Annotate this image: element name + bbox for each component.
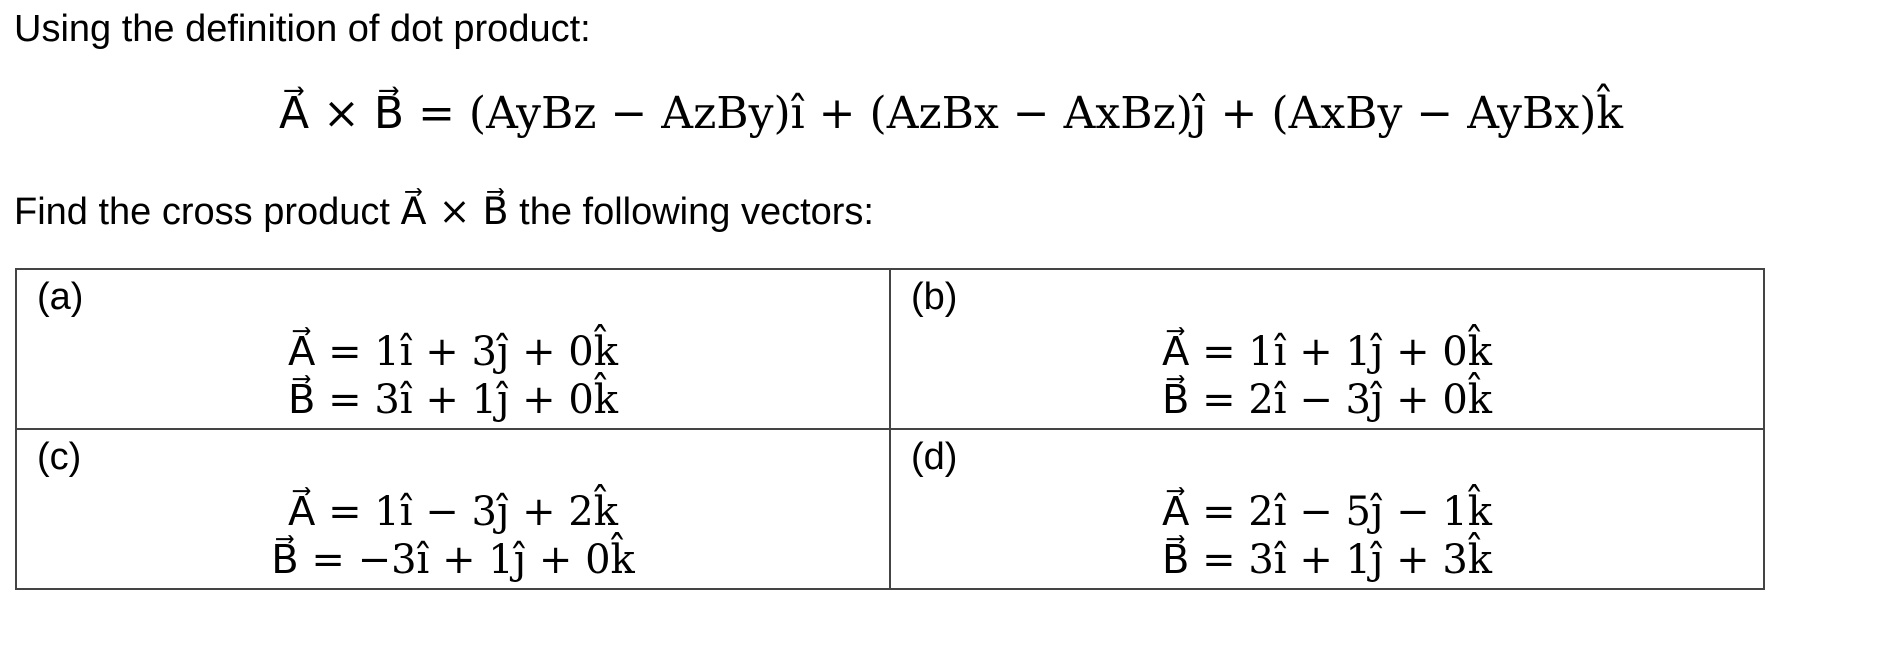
formula-term-j: (AzBx − AxBz)ĵ: [869, 88, 1207, 139]
formula-term-k: (AxBy − AyBx)k̂: [1271, 88, 1624, 139]
vector-pair: [891, 488, 1763, 584]
formula-plus-2: +: [1206, 88, 1272, 139]
problem-label: (a): [37, 276, 84, 318]
instruction-text: [14, 189, 874, 233]
intro-text: Using the definition of dot product:: [14, 8, 591, 50]
vector-pair: [17, 488, 889, 584]
vector-pair: [891, 328, 1763, 424]
formula-plus-1: +: [804, 88, 870, 139]
problem-label: (b): [911, 276, 958, 318]
vector-a: A⃗ = 1î + 1ĵ + 0k̂: [1162, 329, 1492, 375]
formula-term-i: (AyBz − AzBy)î: [468, 88, 805, 139]
vector-b: B⃗ = −3î + 1ĵ + 0k̂: [271, 537, 635, 583]
table-row: [16, 269, 1764, 429]
vector-pair: [17, 328, 889, 424]
instruction-before: Find the cross product: [14, 191, 401, 233]
vector-b: B⃗ = 3î + 1ĵ + 3k̂: [1161, 537, 1493, 583]
problem-cell-d: [890, 429, 1764, 589]
problem-cell-a: [16, 269, 890, 429]
problems-table: [15, 268, 1765, 590]
vector-a: A⃗ = 1î + 3ĵ + 0k̂: [288, 329, 618, 375]
table-row: [16, 429, 1764, 589]
problem-label: (c): [37, 436, 82, 478]
instruction-after: the following vectors:: [508, 191, 874, 233]
vector-b: B⃗ = 3î + 1ĵ + 0k̂: [287, 377, 619, 423]
problem-label: (d): [911, 436, 958, 478]
vector-b: B⃗ = 2î − 3ĵ + 0k̂: [1161, 377, 1493, 423]
formula-lhs: A⃗ × B⃗ =: [278, 88, 469, 139]
problem-cell-b: [890, 269, 1764, 429]
problem-cell-c: [16, 429, 890, 589]
instruction-math: A⃗ × B⃗: [400, 189, 509, 233]
vector-a: A⃗ = 2î − 5ĵ − 1k̂: [1162, 489, 1492, 535]
cross-product-formula: [0, 88, 1902, 139]
vector-a: A⃗ = 1î − 3ĵ + 2k̂: [288, 489, 618, 535]
